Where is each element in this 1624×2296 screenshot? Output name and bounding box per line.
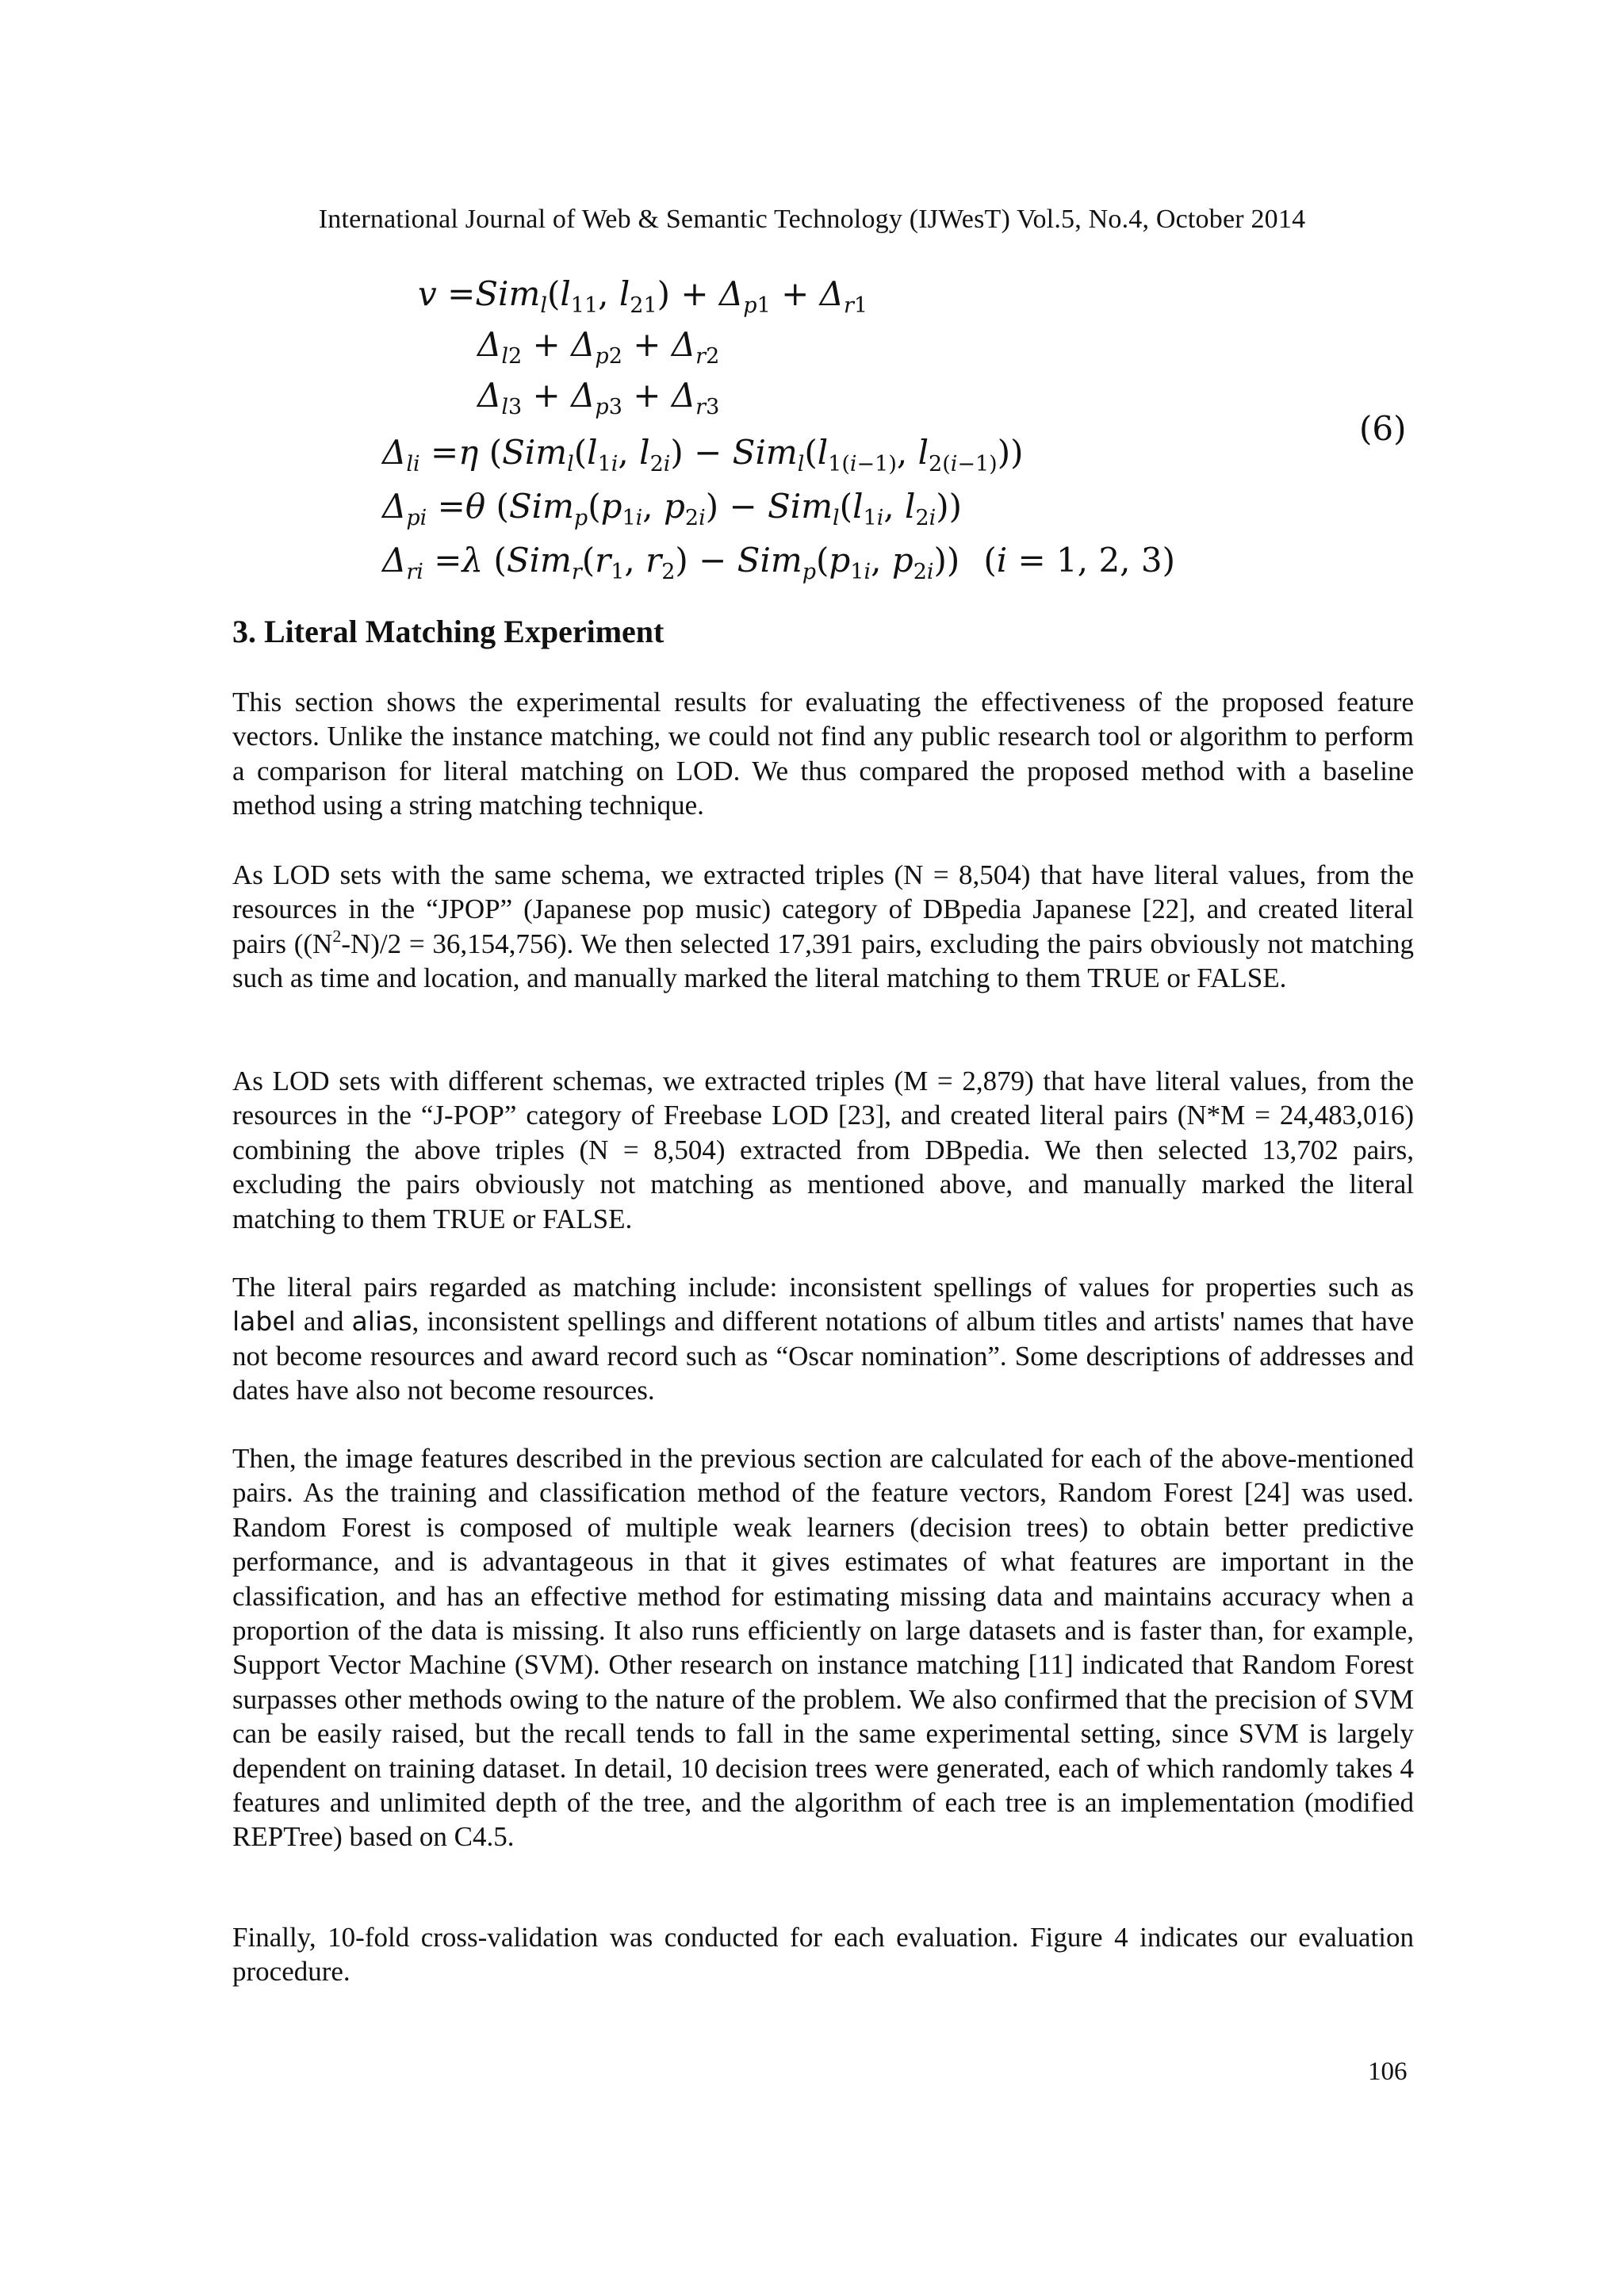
equation-line-2: $\Delta_{l2} + \Delta_{p2} + \Delta_{r2}$ [477,325,720,369]
term-alias: alias [351,1306,412,1337]
paragraph-6: Finally, 10-fold cross-validation was conducted for each evaluation. Figure 4 indicates our evaluation procedure. [232,1922,1414,1988]
journal-header: International Journal of Web & Semantic Technology (IJWesT) Vol.5, No.4, October 2014 [318,205,1306,234]
paragraph-1: This section shows the experimental results for evaluating the effectiveness of the proposed feature vectors. Unlike the instance matching, we could not find any public research tool or algorithm to perform a comparison for literal matching on LOD. We thus compared the proposed method with a baseline method using a string matching technique. [232,687,1414,821]
equation-line-delta-r: $\Delta_{ri} =\lambda$ ($Sim_r(r_1$, $r_2) - Sim_p(p_{1i}$, $p_{2i}$)) (i = 1, 2, 3) [382,541,1175,584]
equation-number: (6) [1359,409,1407,448]
equation-line-delta-l: $\Delta_{li} =\eta$ ($Sim_l(l_{1i}$, $l_{2i}) - Sim_l(l_{1(i-1)}$, $l_{2(i-1)}$)) [382,433,1024,476]
equation-line-v: $v =Sim_l(l_{11}$, $l_{21}) + \Delta_{p1} + \Delta_{r1}$ [418,274,868,318]
equation-line-delta-p: $\Delta_{pi} =\theta$ ($Sim_p(p_{1i}$, $p_{2i}) - Sim_l(l_{1i}$, $l_{2i}$)) [382,487,963,530]
equation-line-3: $\Delta_{l3} + \Delta_{p3} + \Delta_{r3}$ [477,376,720,419]
paragraph-2: As LOD sets with the same schema, we extracted triples (N = 8,504) that have literal values, from the resources in the “JPOP” (Japanese pop music) category of DBpedia Japanese [22], and created literal pairs $((N^2-N)/2 = 36,154,756)$. We then selected 17,391 pairs, excluding the pairs obviously not matching such as time and location, and manually marked the literal matching to them TRUE or FALSE. [232,859,1415,994]
paragraph-5: Then, the image features described in the previous section are calculated for each of the above-mentioned pairs. As the training and classification method of the feature vectors, Random Forest [24] was used. Random Forest is composed of multiple weak learners (decision trees) to obtain better predictive performance, and is advantageous in that it gives estimates of what features are important in the classification, and has an effective method for estimating missing data and maintains accuracy when a proportion of the data is missing. It also runs efficiently on large datasets and is faster than, for example, Support Vector Machine (SVM). Other research on instance matching [11] indicated that Random Forest surpasses other methods owing to the nature of the problem. We also confirmed that the precision of SVM can be easily raised, but the recall tends to fall in the same experimental setting, since SVM is largely dependent on training dataset. In detail, 10 decision trees were generated, each of which randomly takes 4 features and unlimited depth of the tree, and the algorithm of each tree is an implementation (modified REPTree) based on C4.5. [232,1443,1414,1853]
paragraph-3: As LOD sets with different schemas, we extracted triples (M = 2,879) that have literal values, from the resources in the “J-POP” category of Freebase LOD [23], and created literal pairs (N*M = 24,483,016) combining the above triples (N = 8,504) extracted from DBpedia. We then selected 13,702 pairs, excluding the pairs obviously not matching as mentioned above, and manually marked the literal matching to them TRUE or FALSE. [232,1066,1414,1234]
paragraph-4: The literal pairs regarded as matching include: inconsistent spellings of values for properties such as label and alias, inconsistent spellings and different notations of album titles and artists' names that have not become resources and award record such as “Oscar nomination”. Some descriptions of addresses and dates have also not become resources. [232,1272,1414,1406]
section-heading: 3. Literal Matching Experiment [232,614,665,649]
term-label: label [232,1306,296,1337]
page-number: 106 [1368,2057,1408,2086]
